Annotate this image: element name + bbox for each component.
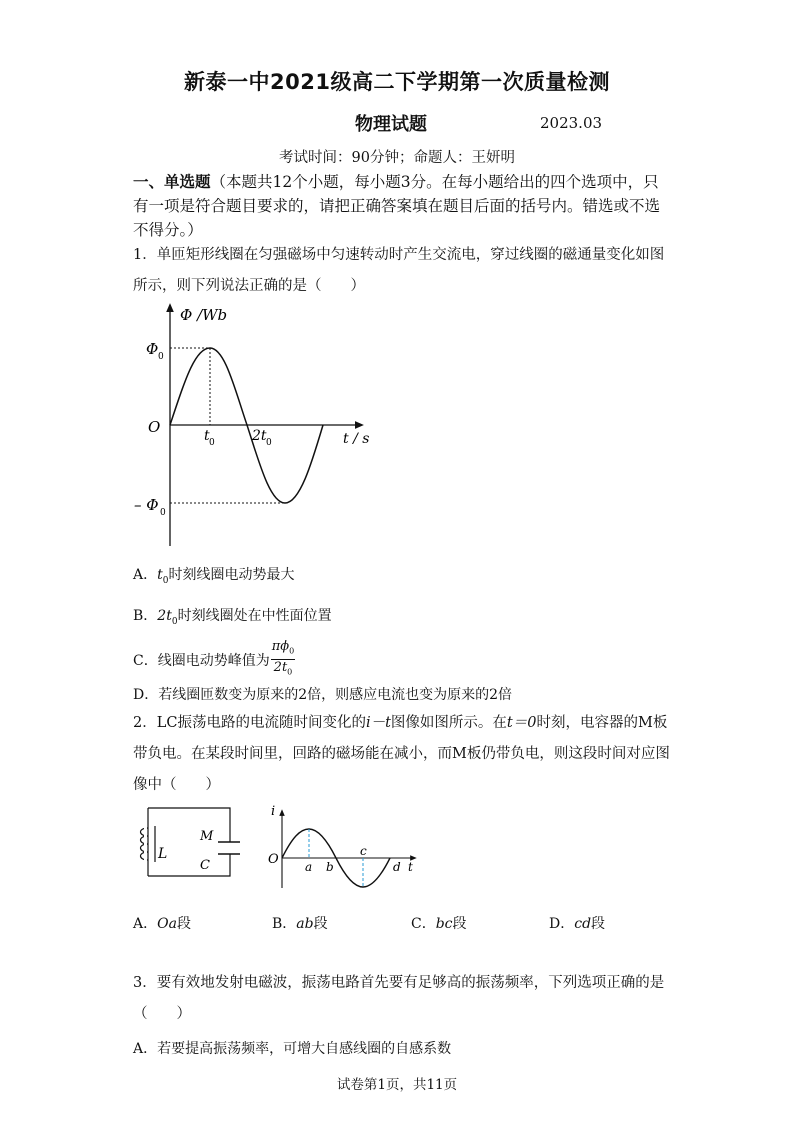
- exam-meta: 考试时间：90分钟；命题人：王妍明: [279, 150, 515, 166]
- section-instructions-text: （本题共12个小题，每小题3分。在每小题给出的四个选项中，只有一项是符合题目要求的，请把正确答案填在题目后面的括号内。错选或不选不得分。）: [133, 173, 661, 239]
- svg-text:0: 0: [160, 508, 166, 518]
- capacitor-label: C: [200, 858, 210, 873]
- svg-text:O: O: [268, 852, 279, 867]
- plate-m-label: M: [200, 829, 214, 844]
- lc-circuit-diagram: [130, 798, 240, 880]
- svg-text:0: 0: [266, 438, 272, 448]
- paper-title: 新泰一中2021级高二下学期第一次质量检测: [184, 70, 610, 94]
- q1-option-a[interactable]: A．$t_0$时刻线圈电动势最大: [133, 567, 295, 586]
- fraction: $\pi\phi_0$ $2t_0$: [271, 639, 295, 677]
- flux-time-graph: [133, 300, 373, 550]
- x-axis-label: t / s: [343, 431, 370, 447]
- svg-text:b: b: [326, 860, 334, 874]
- question-3-stem: 3．要有效地发射电磁波，振荡电路首先要有足够高的振荡频率，下列选项正确的是（ ）: [133, 975, 665, 1022]
- svg-text:a: a: [305, 860, 313, 874]
- q3-option-a[interactable]: A．若要提高振荡频率，可增大自感线圈的自感系数: [133, 1041, 452, 1057]
- exam-date: 2023.03: [540, 114, 603, 132]
- q2-option-d[interactable]: D．cd段: [549, 916, 606, 932]
- svg-text:0: 0: [209, 438, 215, 448]
- section-instructions: [133, 170, 673, 242]
- svg-text:0: 0: [158, 352, 164, 362]
- t0-label: t: [204, 428, 210, 444]
- svg-text:i: i: [271, 804, 276, 819]
- q1-option-d[interactable]: D．若线圈匝数变为原来的2倍，则感应电流也变为原来的2倍: [133, 687, 513, 703]
- q2-option-a[interactable]: A．Oa段: [133, 916, 191, 932]
- svg-text:t: t: [408, 860, 413, 874]
- phi0-label: Φ: [146, 340, 159, 358]
- page-footer: 试卷第1页，共11页: [336, 1077, 458, 1093]
- svg-text:c: c: [360, 844, 367, 858]
- question-1-stem: 1．单匝矩形线圈在匀强磁场中匀速转动时产生交流电，穿过线圈的磁通量变化如图所示，则下列说法正确的是（ ）: [133, 247, 665, 294]
- current-time-graph: [262, 798, 422, 890]
- origin-label: O: [148, 418, 161, 436]
- inductor-label: L: [158, 846, 168, 862]
- question-2-stem: 2．LC振荡电路的电流随时间变化的i－t图像如图所示。在t＝0时刻，电容器的M板带负电。在某段时间里，回路的磁场能在减小，而M板仍带负电，则这段时间对应图像中（ ）: [133, 715, 670, 793]
- q2-option-b[interactable]: B．ab段: [272, 916, 328, 932]
- q2-option-c[interactable]: C．bc段: [411, 916, 467, 932]
- neg-phi0-label: – Φ: [134, 496, 159, 514]
- y-axis-label: Φ /Wb: [180, 306, 228, 324]
- 2t0-label: 2t: [252, 428, 267, 444]
- subject-title: 物理试题: [355, 114, 427, 135]
- q1-option-c[interactable]: C．线圈电动势峰值为 $\pi\phi_0$ $2t_0$: [133, 640, 295, 679]
- svg-text:d: d: [393, 860, 401, 874]
- section-heading: 一、单选题: [133, 173, 211, 191]
- q1-option-b[interactable]: B．$2t_0$时刻线圈处在中性面位置: [133, 608, 332, 627]
